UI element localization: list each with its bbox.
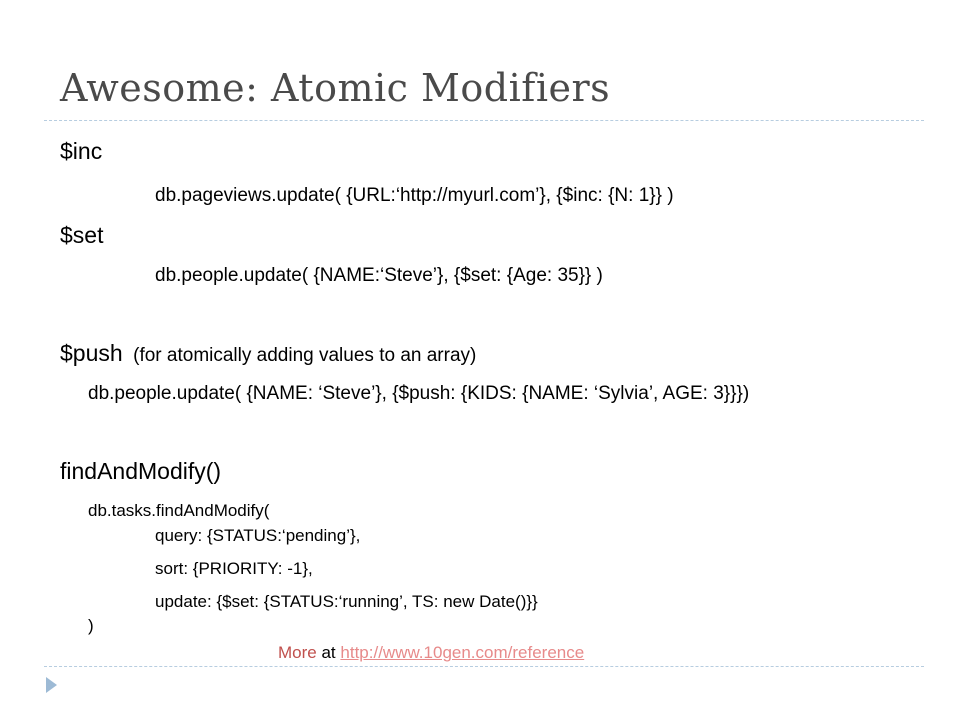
more-reference [278, 643, 584, 663]
find-and-modify-close: ) [88, 616, 94, 635]
triangle-bullet-icon [46, 677, 57, 693]
inc-code: db.pageviews.update( {URL:‘http://myurl.com’}, {$inc: {N: 1}} ) [155, 185, 674, 206]
push-heading: $push [60, 340, 123, 366]
at-label: at [321, 643, 336, 662]
push-heading-row [60, 340, 476, 367]
set-code: db.people.update( {NAME:‘Steve’}, {$set: {Age: 35}} ) [155, 265, 603, 286]
set-heading: $set [60, 222, 104, 248]
push-note: (for atomically adding values to an array) [133, 345, 477, 366]
find-and-modify-open: db.tasks.findAndModify( [88, 501, 270, 520]
find-and-modify-query: query: {STATUS:‘pending’}, [155, 526, 361, 545]
more-label: More [278, 643, 317, 662]
push-code: db.people.update( {NAME: ‘Steve’}, {$push: {KIDS: {NAME: ‘Sylvia’, AGE: 3}}}) [88, 383, 750, 404]
find-and-modify-update: update: {$set: {STATUS:‘running’, TS: new Date()}} [155, 592, 538, 611]
slide-title: Awesome: Atomic Modifiers [60, 66, 611, 110]
footer-divider [44, 666, 924, 667]
title-divider [44, 120, 924, 121]
reference-link[interactable]: http://www.10gen.com/reference [340, 643, 585, 662]
inc-heading: $inc [60, 138, 103, 164]
find-and-modify-sort: sort: {PRIORITY: -1}, [155, 559, 313, 578]
find-and-modify-heading: findAndModify() [60, 458, 222, 484]
